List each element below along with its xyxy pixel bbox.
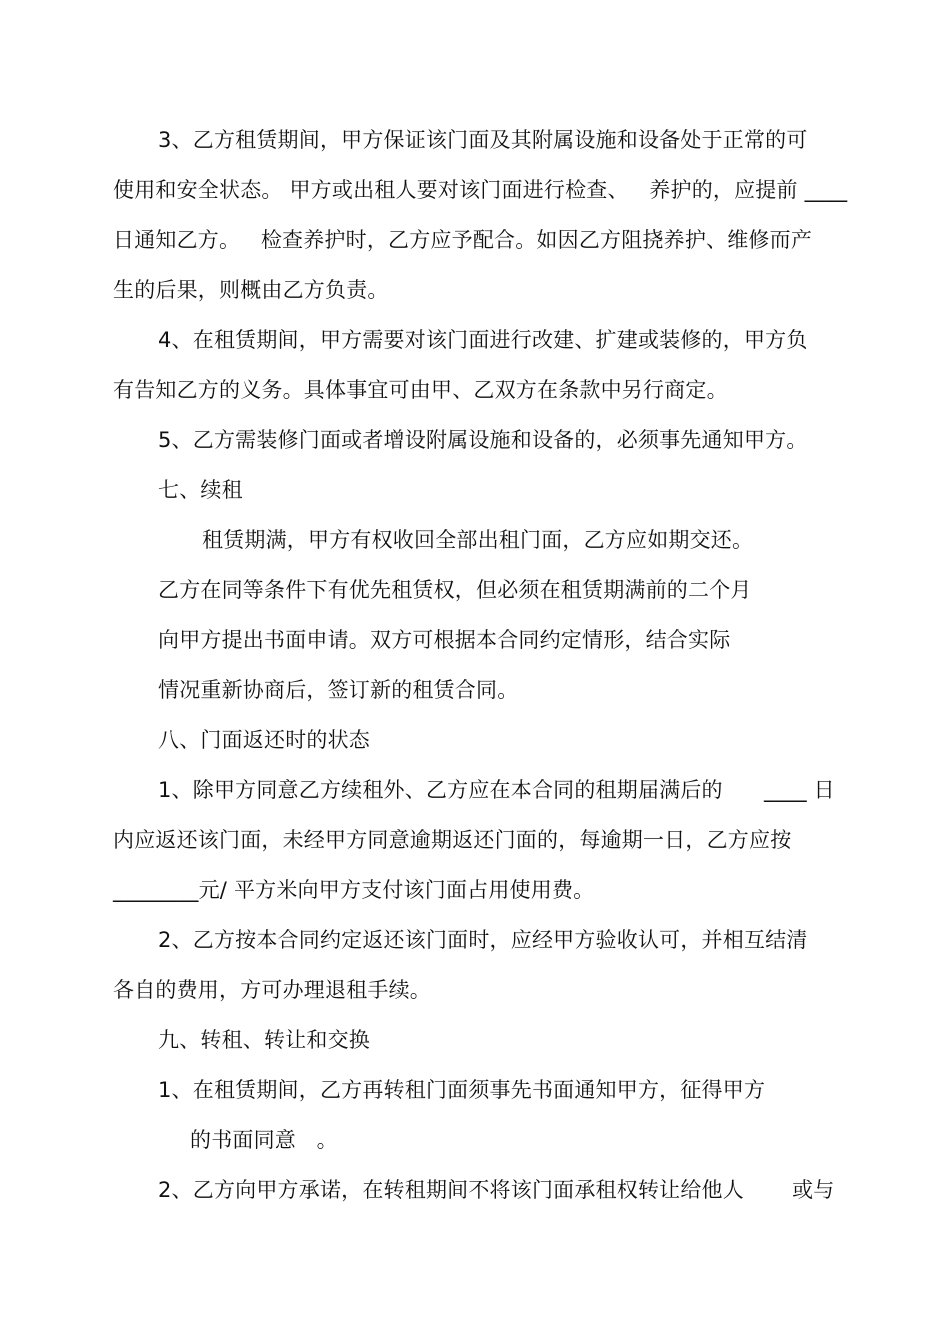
text-line: 向甲方提出书面申请。双方可根据本合同约定情形，结合实际 [158, 628, 731, 652]
text-line: 使用和安全状态。 甲方或出租人要对该门面进行检查、 养护的，应提前 ____ [113, 178, 848, 202]
text-line: 5、乙方需装修门面或者增设附属设施和设备的，必须事先通知甲方。 [158, 428, 808, 452]
section-heading: 八、门面返还时的状态 [158, 728, 370, 752]
section-heading: 七、续租 [158, 478, 243, 502]
text-line: 有告知乙方的义务。具体事宜可由甲、乙双方在条款中另行商定。 [113, 378, 728, 402]
text-line: ________元/ 平方米向甲方支付该门面占用使用费。 [113, 878, 595, 902]
text-line: 2、乙方按本合同约定返还该门面时，应经甲方验收认可，并相互结清 [158, 928, 808, 952]
text-line: 2、乙方向甲方承诺，在转租期间不将该门面承租权转让给他人 或与 [158, 1178, 835, 1202]
text-line: 各自的费用，方可办理退租手续。 [113, 978, 431, 1002]
text-line: 日通知乙方。 检查养护时，乙方应予配合。如因乙方阻挠养护、维修而产 [113, 228, 813, 252]
text-line: 租赁期满，甲方有权收回全部出租门面，乙方应如期交还。 [202, 528, 754, 552]
text-line: 生的后果，则概由乙方负责。 [113, 278, 389, 302]
text-line: 乙方在同等条件下有优先租赁权，但必须在租赁期满前的二个月 [158, 578, 752, 602]
text-line: 1、除甲方同意乙方续租外、乙方应在本合同的租期届满后的 ____ 日 [158, 778, 835, 802]
text-line: 3、乙方租赁期间，甲方保证该门面及其附属设施和设备处于正常的可 [158, 128, 808, 152]
text-line: 内应返还该门面，未经甲方同意逾期返还门面的，每逾期一日，乙方应按 [113, 828, 792, 852]
text-line: 4、在租赁期间，甲方需要对该门面进行改建、扩建或装修的，甲方负 [158, 328, 808, 352]
section-heading: 九、转租、转让和交换 [158, 1028, 370, 1052]
text-line: 的书面同意 。 [190, 1128, 338, 1152]
text-line: 情况重新协商后，签订新的租赁合同。 [158, 678, 519, 702]
text-line: 1、在租赁期间，乙方再转租门面须事先书面通知甲方，征得甲方 [158, 1078, 766, 1102]
